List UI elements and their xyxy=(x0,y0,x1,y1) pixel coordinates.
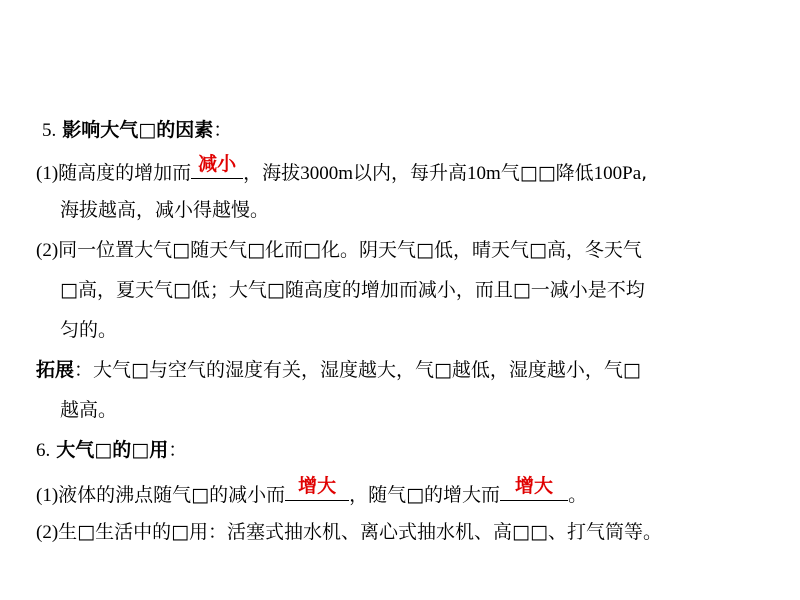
item-number: 3000m xyxy=(300,163,353,184)
section-6-colon: ： xyxy=(168,439,188,461)
answer-text: 增大 xyxy=(298,475,337,497)
answer-blank xyxy=(191,153,243,179)
item-text: , xyxy=(641,162,648,184)
item-text: ，海拔 xyxy=(243,162,301,184)
item-text: 气□□降低 xyxy=(500,162,594,184)
section-5-item-1-continuation xyxy=(60,198,269,222)
section-6-item-2 xyxy=(36,520,662,545)
item-text: 海拔越高，减小得越慢。 xyxy=(60,199,270,221)
section-6-number: 6. xyxy=(36,440,51,461)
item-number: 10m xyxy=(466,163,501,184)
item-prefix: (1) xyxy=(36,163,59,184)
extension-note xyxy=(36,358,641,382)
extension-text: ：大气□与空气的湿度有关，湿度越大，气□越低，湿度越小，气□ xyxy=(74,359,641,381)
item-prefix: (2) xyxy=(36,522,59,543)
answer-text: 减小 xyxy=(198,153,237,175)
section-5-item-2 xyxy=(36,238,642,263)
section-6-item-1 xyxy=(36,475,588,508)
extension-text: 越高。 xyxy=(60,399,118,421)
extension-label: 拓展 xyxy=(36,359,75,381)
section-6-title: 大气□的□用 xyxy=(56,439,169,461)
item-number: 100Pa xyxy=(593,163,642,184)
section-5-item-2-continuation xyxy=(60,278,645,302)
item-text: 以内，每升高 xyxy=(352,162,467,184)
extension-note-continuation xyxy=(60,398,117,422)
item-text: ，随气□的增大而 xyxy=(349,484,501,506)
answer-blank xyxy=(285,475,349,501)
answer-text: 增大 xyxy=(515,475,554,497)
item-prefix: (1) xyxy=(36,485,59,506)
section-5-number: 5. xyxy=(42,120,57,141)
section-5-colon: ： xyxy=(213,119,233,141)
answer-blank xyxy=(500,475,568,501)
item-text: 生□生活中的□用：活塞式抽水机、离心式抽水机、高□□、打气筒等。 xyxy=(58,521,662,543)
section-6-heading xyxy=(36,438,187,463)
item-text: □高，夏天气□低；大气□随高度的增加而减小，而且□一减小是不均 xyxy=(60,279,645,301)
item-text: 同一位置大气□随天气□化而□化。阴天气□低，晴天气□高，冬天气 xyxy=(58,239,642,261)
item-text: 。 xyxy=(568,484,588,506)
item-text: 匀的。 xyxy=(60,319,118,341)
section-5-heading xyxy=(42,118,232,143)
item-prefix: (2) xyxy=(36,240,59,261)
item-text: 液体的沸点随气□的减小而 xyxy=(58,484,286,506)
section-5-title: 影响大气□的因素 xyxy=(62,119,214,141)
section-5-item-1 xyxy=(36,153,648,186)
item-text: 随高度的增加而 xyxy=(58,162,192,184)
section-5-item-2-continuation xyxy=(60,318,117,342)
